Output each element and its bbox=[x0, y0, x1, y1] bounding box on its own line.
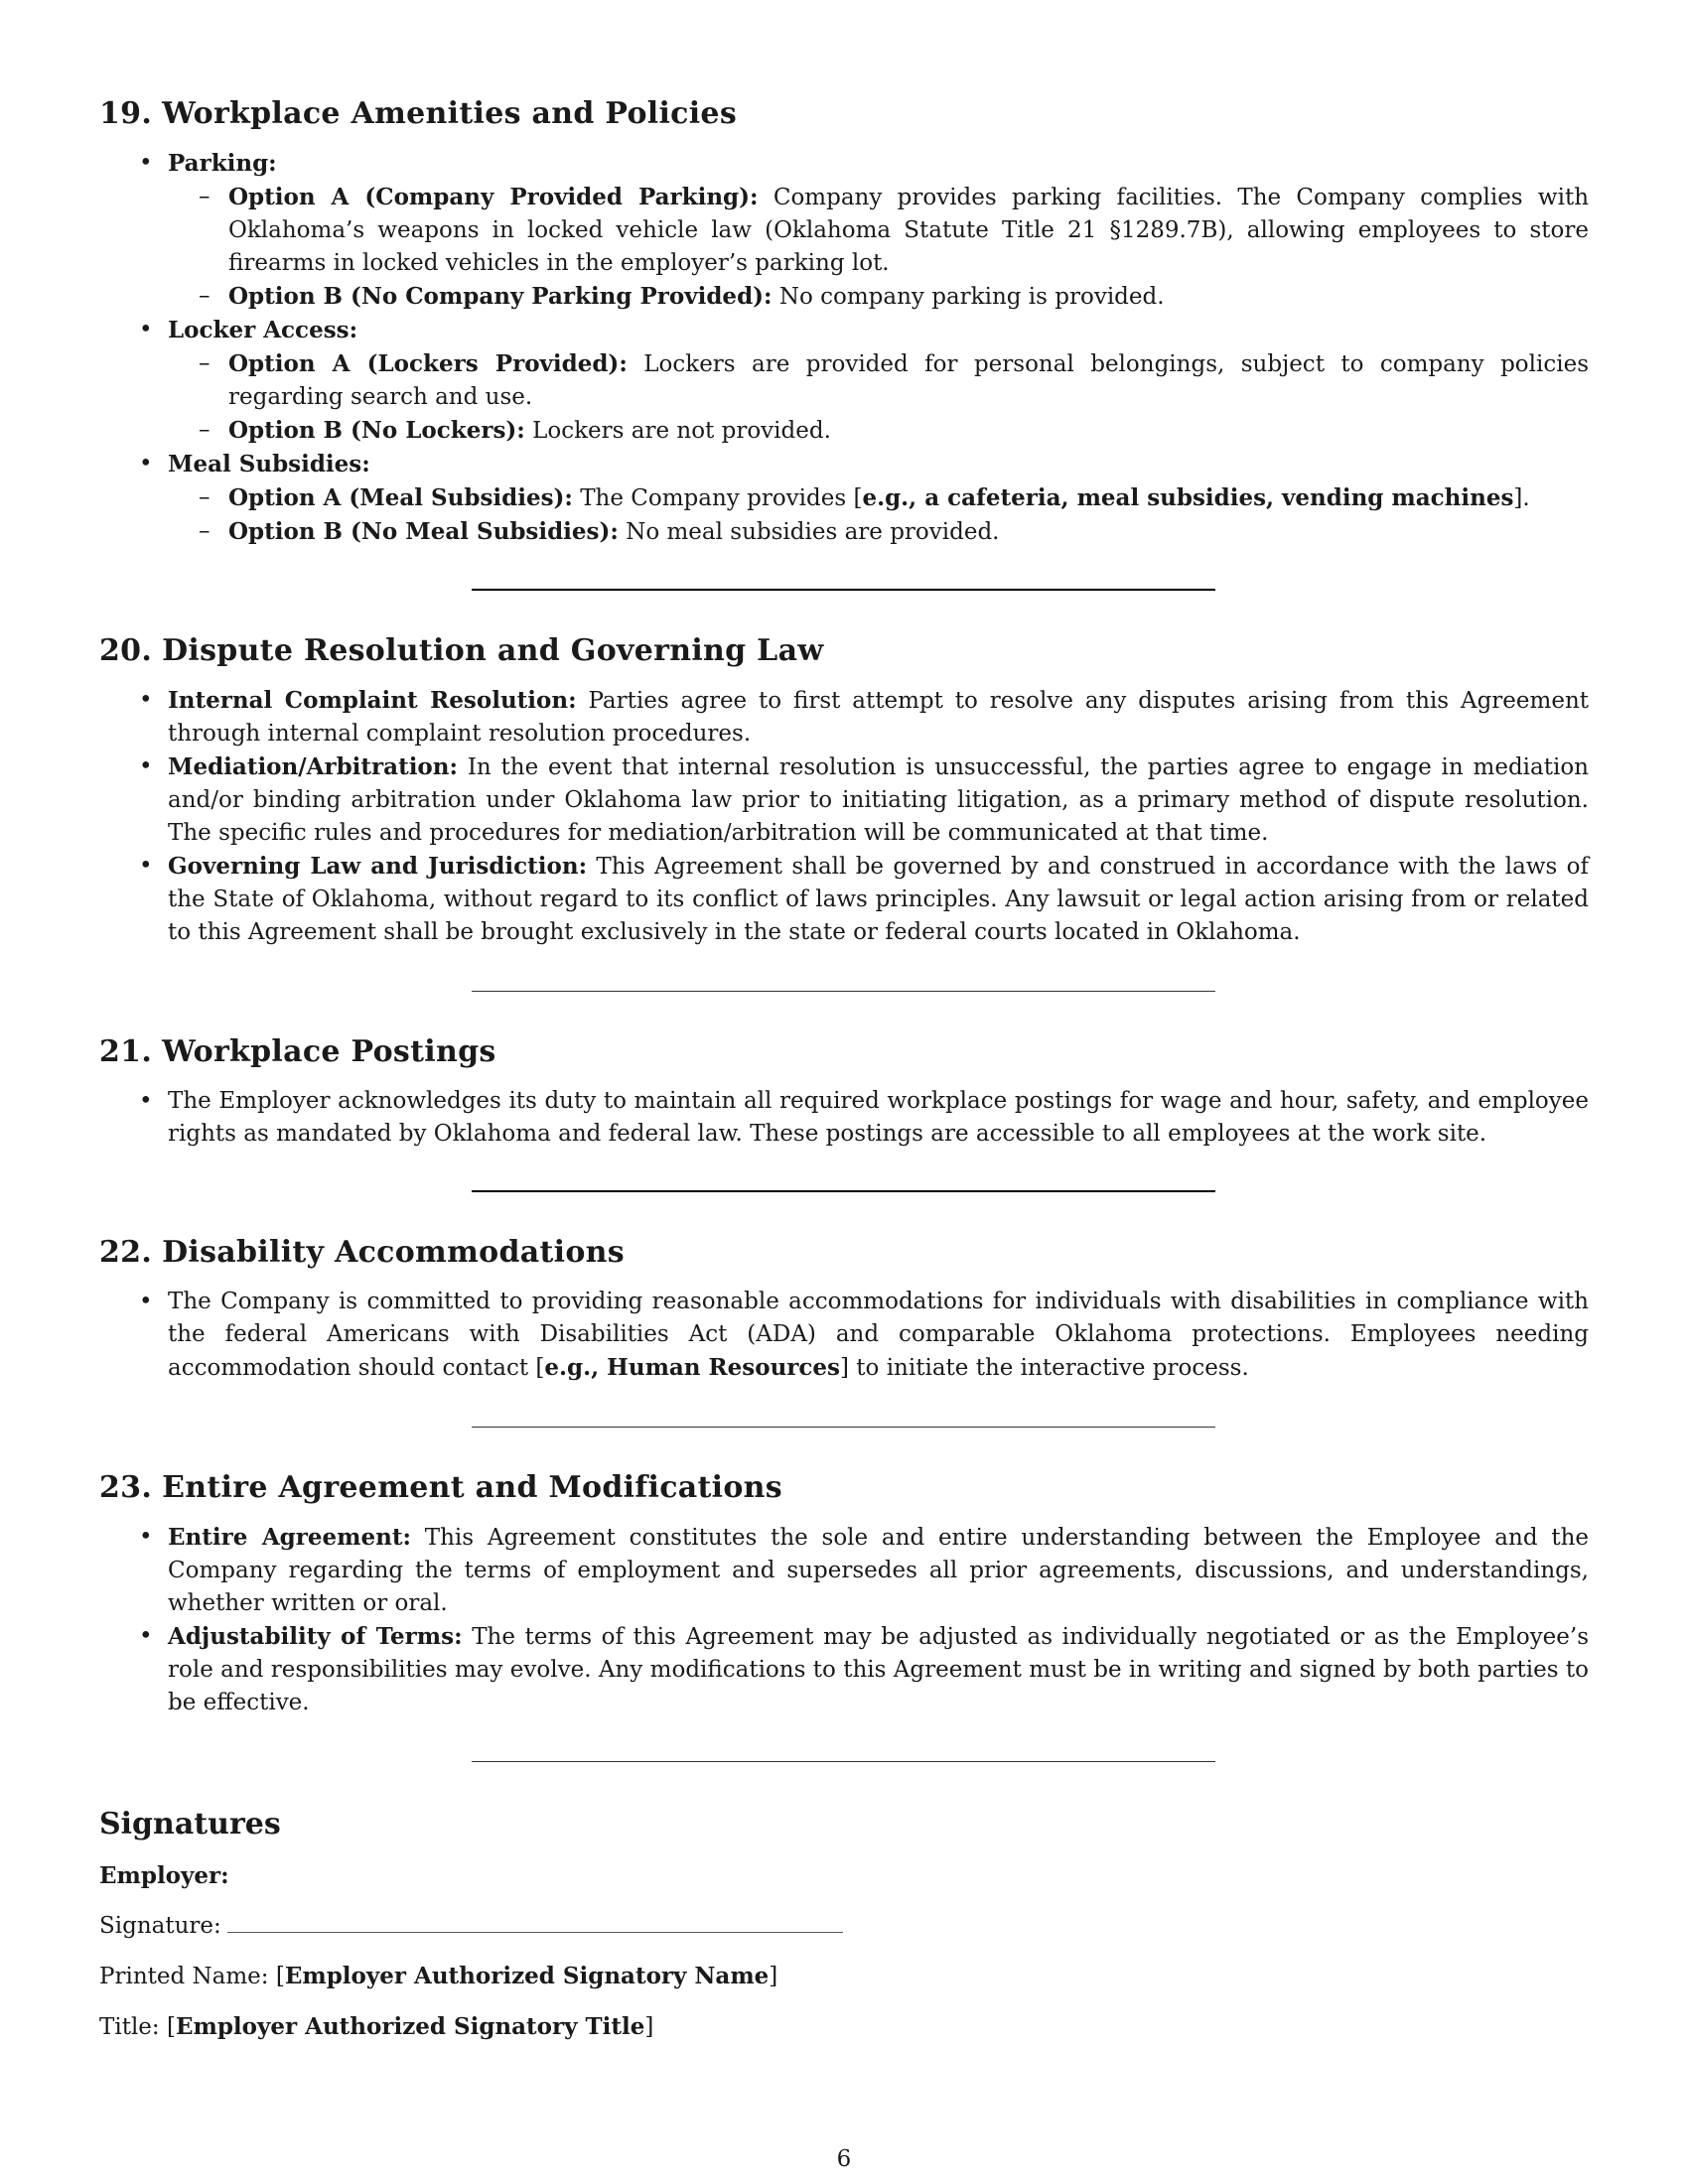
list-item bbox=[99, 684, 1589, 751]
bullet-list bbox=[99, 1085, 1589, 1151]
section-number: 19. bbox=[99, 96, 153, 131]
signatures-title: Signatures bbox=[99, 1807, 281, 1842]
signature-line bbox=[99, 1910, 1589, 1943]
section-title: Workplace Postings bbox=[162, 1034, 496, 1069]
option-list bbox=[168, 181, 1589, 314]
list-item bbox=[99, 1286, 1589, 1385]
section-divider bbox=[472, 1427, 1215, 1428]
placeholder-text: e.g., Human Resources bbox=[544, 1354, 841, 1381]
option-item bbox=[168, 515, 1589, 549]
option-label: Option A (Company Provided Parking): bbox=[228, 184, 759, 210]
item-label: Locker Access: bbox=[168, 317, 358, 343]
employer-label: Employer: bbox=[99, 1862, 229, 1889]
section-divider bbox=[472, 991, 1215, 992]
title-line: Title: [Employer Authorized Signatory Title] bbox=[99, 2013, 654, 2040]
list-item bbox=[99, 850, 1589, 949]
section-number: 22. bbox=[99, 1235, 153, 1270]
option-label: Option B (No Lockers): bbox=[228, 417, 525, 444]
list-item bbox=[99, 1620, 1589, 1719]
item-text: The terms of this Agreement may be adjusted as individually negotiated or as the Employee’s role and responsibilities may evolve. Any modifications to this Agreement must be in writing and signed by both parties to be effective. bbox=[168, 1624, 1590, 1715]
option-list bbox=[168, 481, 1589, 549]
section-divider bbox=[472, 589, 1215, 591]
section-heading bbox=[99, 95, 1589, 133]
list-item-meal bbox=[99, 448, 1589, 549]
item-label: Mediation/Arbitration: bbox=[168, 753, 458, 780]
option-text: No meal subsidies are provided. bbox=[626, 519, 1000, 545]
section-21 bbox=[99, 1033, 1589, 1151]
item-text: This Agreement constitutes the sole and entire understanding between the Employee and the Company regarding the terms of employment and supersedes all prior agreements, discussions, and understandings, whether written or oral. bbox=[168, 1525, 1590, 1616]
page-number: 6 bbox=[836, 2146, 852, 2172]
option-item bbox=[168, 414, 1589, 448]
section-number: 21. bbox=[99, 1034, 153, 1069]
section-divider bbox=[472, 1761, 1215, 1762]
option-item bbox=[168, 481, 1589, 515]
section-20 bbox=[99, 632, 1589, 949]
option-label: Option B (No Company Parking Provided): bbox=[228, 283, 773, 310]
option-text-end: ]. bbox=[1513, 485, 1530, 511]
item-label: Meal Subsidies: bbox=[168, 451, 370, 478]
section-title: Dispute Resolution and Governing Law bbox=[162, 633, 824, 668]
title-value: Employer Authorized Signatory Title bbox=[175, 2013, 645, 2040]
section-divider bbox=[472, 1190, 1215, 1192]
bullet-list bbox=[99, 684, 1589, 949]
item-text: This Agreement shall be governed by and construed in accordance with the laws of the State of Oklahoma, without regard to its conflict of laws principles. Any lawsuit or legal action arising from or related to this Agreement shall be brought exclusively in the state or federal courts located in Oklahoma. bbox=[168, 854, 1589, 945]
section-title: Disability Accommodations bbox=[162, 1235, 625, 1270]
item-label: Adjustability of Terms: bbox=[168, 1623, 463, 1650]
title-label: Title: bbox=[99, 2014, 160, 2040]
section-number: 23. bbox=[99, 1470, 153, 1505]
signature-blank bbox=[227, 1910, 843, 1933]
option-list bbox=[168, 347, 1589, 448]
list-item-parking bbox=[99, 147, 1589, 314]
printed-name-line: Printed Name: [Employer Authorized Signatory Name] bbox=[99, 1963, 778, 1989]
option-text: No company parking is provided. bbox=[778, 284, 1165, 310]
signatures-section bbox=[99, 1806, 1589, 2044]
option-item bbox=[168, 280, 1589, 314]
option-text: Lockers are not provided. bbox=[532, 418, 831, 444]
section-23 bbox=[99, 1469, 1589, 1719]
list-item bbox=[99, 1085, 1589, 1151]
section-22 bbox=[99, 1234, 1589, 1385]
section-19 bbox=[99, 95, 1589, 549]
employer-label-line bbox=[99, 1859, 1589, 1893]
item-text: The Company is committed to providing reasonable accommodations for individuals with disabilities in compliance with the federal Americans with Disabilities Act (ADA) and comparable Oklahoma protections. Employees needing accommodation should contact [ bbox=[168, 1289, 1589, 1381]
section-heading bbox=[99, 1469, 1589, 1507]
item-label: Internal Complaint Resolution: bbox=[168, 687, 577, 714]
section-heading bbox=[99, 632, 1589, 670]
bullet-list bbox=[99, 1286, 1589, 1385]
option-label: Option A (Lockers Provided): bbox=[228, 350, 628, 377]
option-label: Option A (Meal Subsidies): bbox=[228, 484, 573, 511]
section-number: 20. bbox=[99, 633, 153, 668]
list-item bbox=[99, 1521, 1589, 1620]
item-text: Parties agree to first attempt to resolve any disputes arising from this Agreement through internal complaint resolution procedures. bbox=[168, 688, 1590, 747]
option-item bbox=[168, 347, 1589, 414]
item-label: Governing Law and Jurisdiction: bbox=[168, 853, 588, 880]
item-label: Parking: bbox=[168, 150, 277, 177]
item-text-end: ] to initiate the interactive process. bbox=[840, 1355, 1249, 1381]
printed-name-value: Employer Authorized Signatory Name bbox=[284, 1963, 770, 1989]
option-text: Lockers are provided for personal belongings, subject to company policies regarding search and use. bbox=[228, 351, 1590, 410]
item-label: Entire Agreement: bbox=[168, 1524, 411, 1551]
list-item bbox=[99, 751, 1589, 850]
item-text: The Employer acknowledges its duty to maintain all required workplace postings for wage and hour, safety, and employee rights as mandated by Oklahoma and federal law. These postings are accessible to all employees at the work site. bbox=[168, 1088, 1589, 1147]
placeholder-text: e.g., a cafeteria, meal subsidies, vending machines bbox=[862, 484, 1514, 511]
item-text: In the event that internal resolution is unsuccessful, the parties agree to engage in mediation and/or binding arbitration under Oklahoma law prior to initiating litigation, as a primary method of dispute resolution. The specific rules and procedures for mediation/arbitration will be communicated at that time. bbox=[168, 754, 1589, 846]
document-content bbox=[99, 95, 1589, 2044]
section-title: Entire Agreement and Modifications bbox=[162, 1470, 782, 1505]
bullet-list bbox=[99, 1521, 1589, 1719]
option-text: The Company provides [ bbox=[580, 485, 863, 511]
option-text: Company provides parking facilities. The Company complies with Oklahoma’s weapons in locked vehicle law (Oklahoma Statute Title 21 §1289.7B), allowing employees to store firearms in locked vehicles in the employer’s parking lot. bbox=[228, 185, 1590, 276]
document-page bbox=[99, 0, 1589, 2184]
bullet-list bbox=[99, 147, 1589, 549]
section-heading bbox=[99, 1234, 1589, 1272]
list-item-locker bbox=[99, 314, 1589, 448]
section-title: Workplace Amenities and Policies bbox=[162, 96, 738, 131]
section-heading bbox=[99, 1033, 1589, 1071]
option-label: Option B (No Meal Subsidies): bbox=[228, 518, 619, 545]
printed-name-label: Printed Name: bbox=[99, 1964, 269, 1989]
signature-label: Signature: bbox=[99, 1913, 221, 1939]
option-item bbox=[168, 181, 1589, 280]
